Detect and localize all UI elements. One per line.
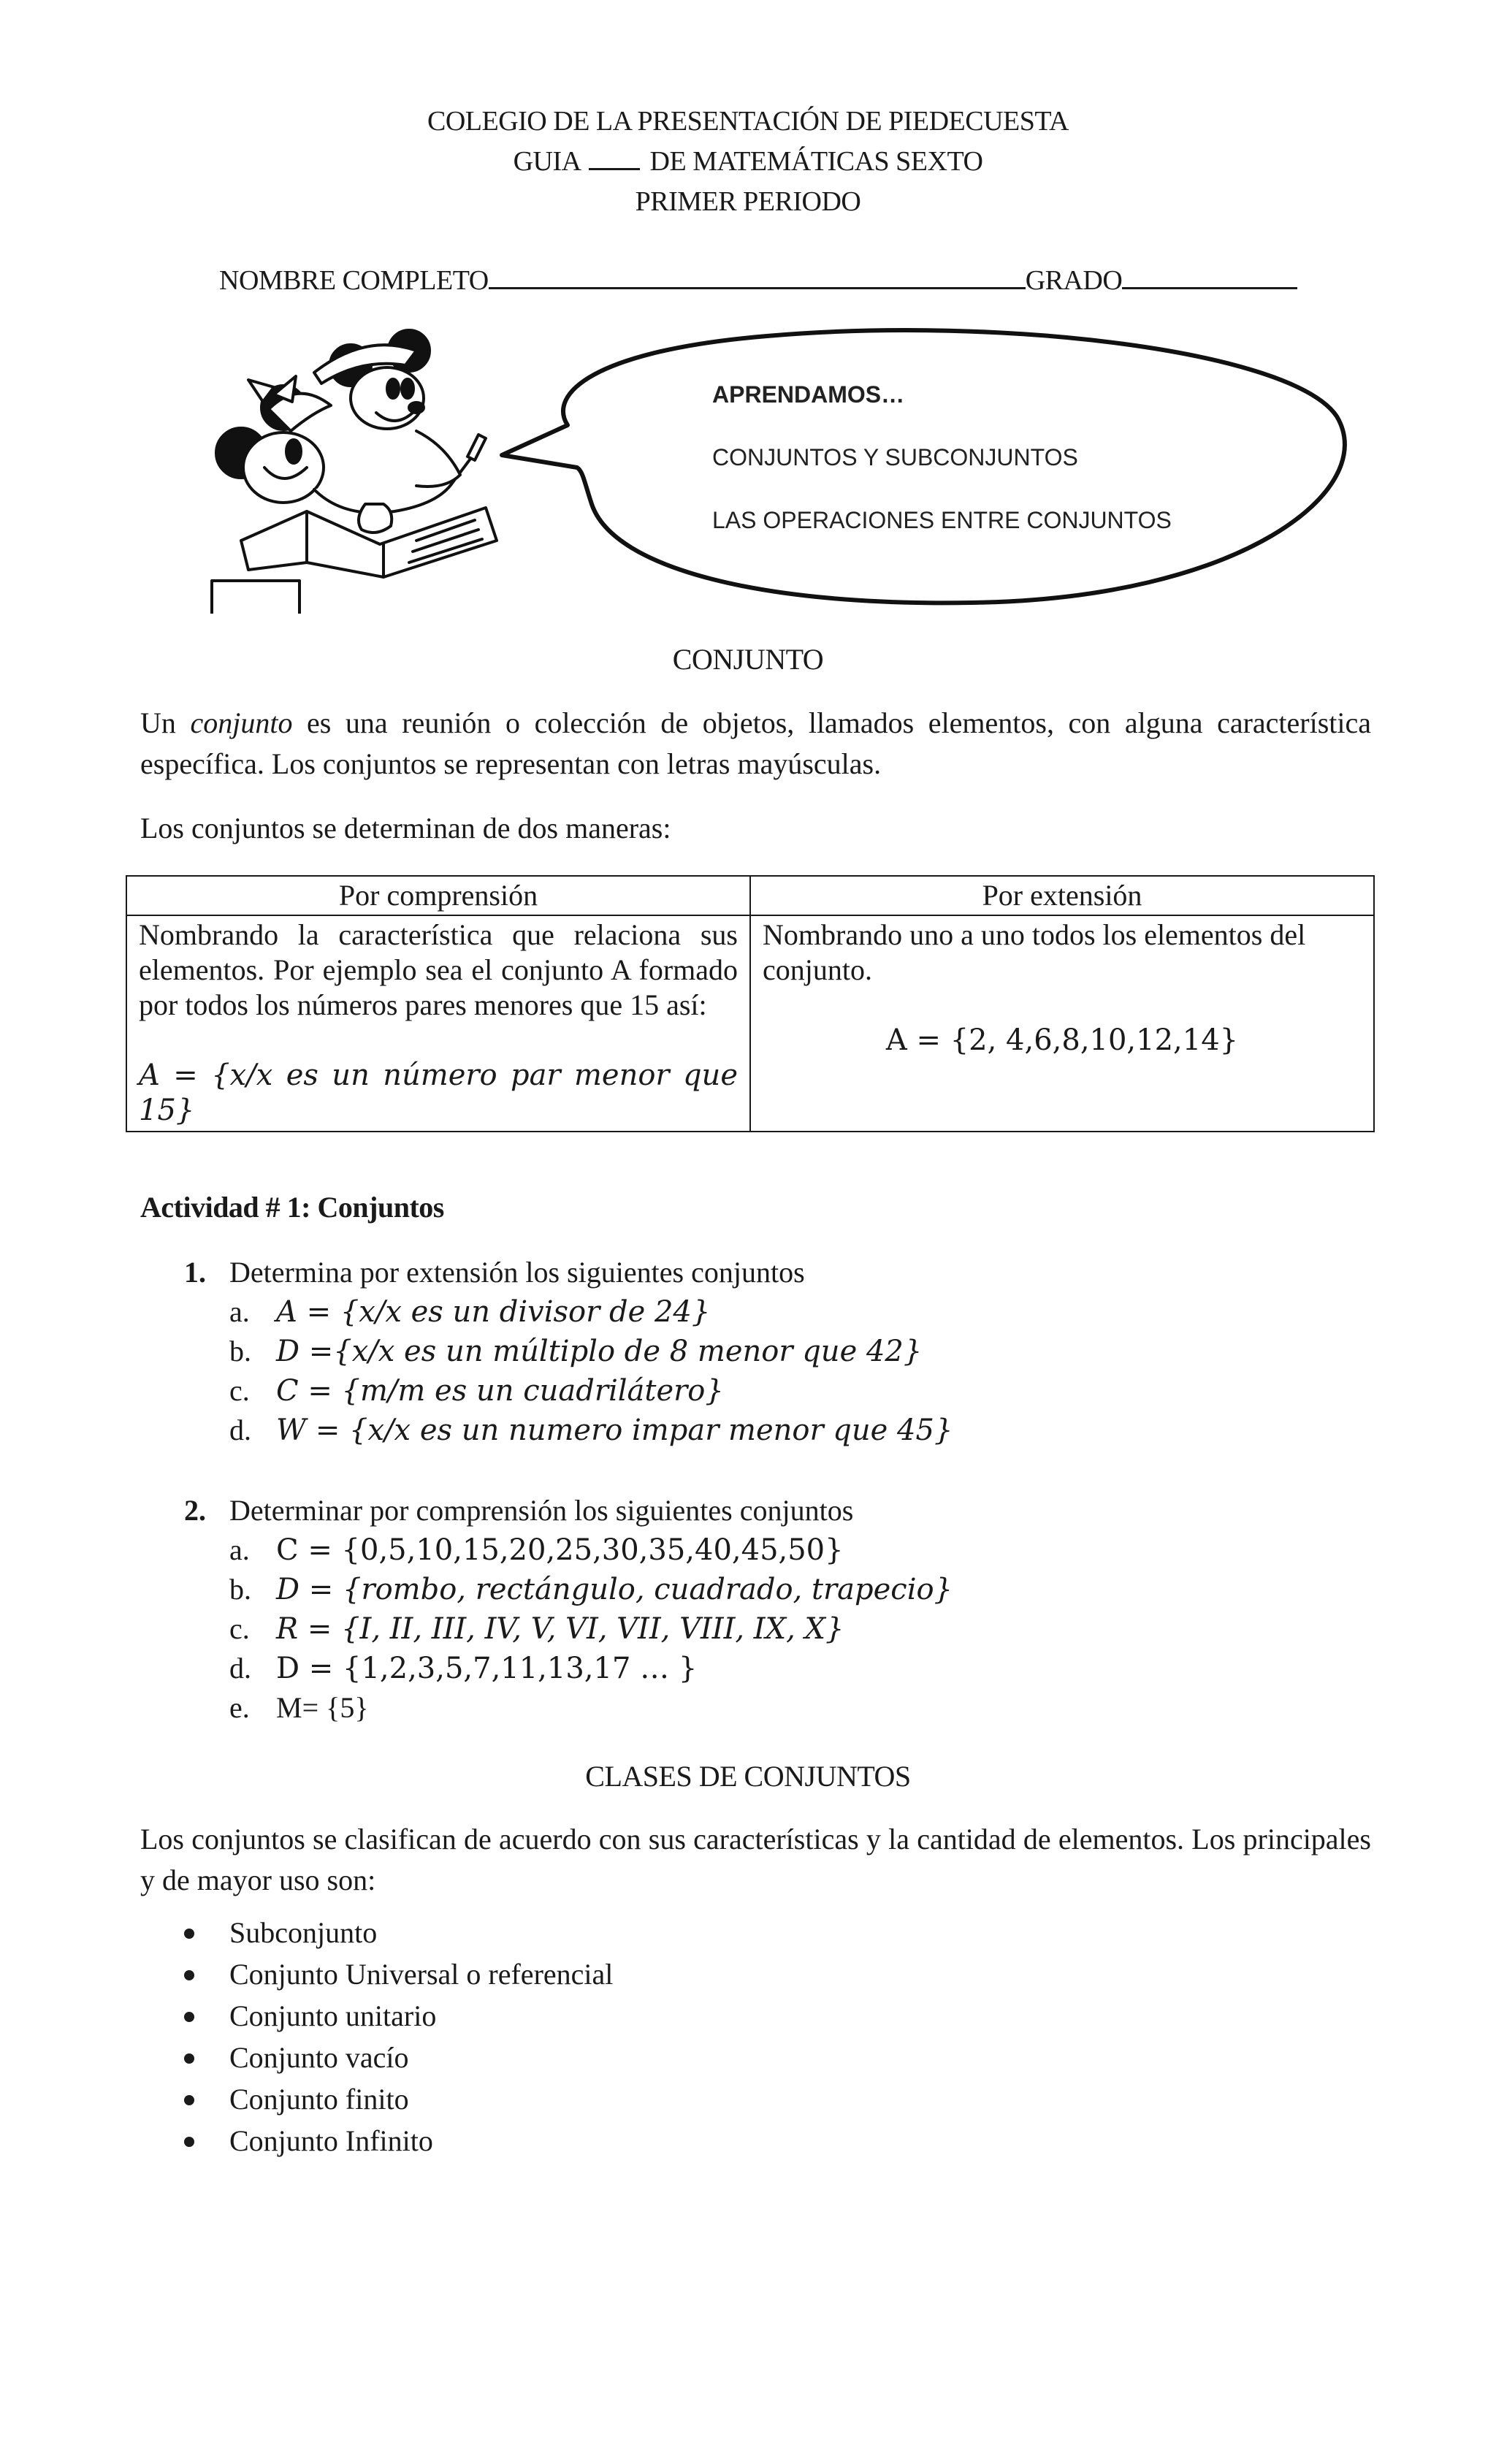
section-title-conjunto: CONJUNTO xyxy=(672,643,824,676)
grade-label: GRADO xyxy=(1025,265,1123,296)
q1-item-letter: c. xyxy=(229,1374,250,1407)
q2-item-letter: b. xyxy=(229,1573,251,1606)
determination-table xyxy=(126,875,1375,1132)
q2-item-expr: D = {rombo, rectángulo, cuadrado, trapecio} xyxy=(276,1573,953,1606)
q2-item-expr: D = {1,2,3,5,7,11,13,17 … } xyxy=(276,1652,698,1685)
bullet-icon xyxy=(184,2012,194,2022)
q1-item-expr: D ={x/x es un múltiplo de 8 menor que 42} xyxy=(276,1335,923,1368)
list-item: Conjunto unitario xyxy=(229,1999,437,2032)
list-item: Conjunto Universal o referencial xyxy=(229,1958,614,1991)
name-field-line[interactable] xyxy=(489,265,1026,289)
list-item: Conjunto finito xyxy=(229,2083,409,2116)
extension-text: Nombrando uno a uno todos los elementos del conjunto. xyxy=(763,918,1306,986)
grade-field-line[interactable] xyxy=(1122,265,1297,289)
q2-item-expr: R = {I, II, III, IV, V, VI, VII, VIII, IX, X} xyxy=(276,1612,844,1646)
comprehension-cell xyxy=(126,915,750,1132)
list-item: Conjunto Infinito xyxy=(229,2124,433,2157)
comprehension-text: Nombrando la característica que relaciona sus elementos. Por ejemplo sea el conjunto A formado por todos los números pares menores que 15 así: xyxy=(139,918,738,1021)
bullet-icon xyxy=(184,1929,194,1939)
period-title: PRIMER PERIODO xyxy=(635,186,861,217)
q1-item-letter: d. xyxy=(229,1414,251,1446)
question-2-text: Determinar por comprensión los siguientes conjuntos xyxy=(229,1494,854,1527)
q2-item-letter: e. xyxy=(229,1691,250,1724)
bullet-icon xyxy=(184,2137,194,2147)
definition-paragraph xyxy=(140,703,1371,785)
list-item: Subconjunto xyxy=(229,1916,378,1949)
table-header-extension: Por extensión xyxy=(750,876,1374,915)
question-1-text: Determina por extensión los siguientes conjuntos xyxy=(229,1256,805,1289)
bullet-icon xyxy=(184,2053,194,2064)
activity-title: Actividad # 1: Conjuntos xyxy=(140,1191,444,1224)
bullet-icon xyxy=(184,1970,194,1980)
guide-title xyxy=(0,141,1496,182)
q1-item-letter: b. xyxy=(229,1335,251,1368)
q1-item-letter: a. xyxy=(229,1295,250,1328)
cartoon-characters-illustration xyxy=(212,330,497,614)
list-item: Conjunto vacío xyxy=(229,2041,409,2074)
guide-subject: DE MATEMÁTICAS SEXTO xyxy=(649,146,983,177)
guide-number-blank[interactable] xyxy=(589,146,640,170)
clases-intro: Los conjuntos se clasifican de acuerdo con sus características y la cantidad de elementos. Los principales y de mayor uso son: xyxy=(140,1823,1371,1896)
ways-paragraph: Los conjuntos se determinan de dos maneras: xyxy=(140,812,671,844)
comprehension-formula: A = {x/x es un número par menor que 15} xyxy=(139,1059,738,1127)
name-label: NOMBRE COMPLETO xyxy=(219,265,489,296)
definition-pre: Un xyxy=(140,706,191,739)
school-name: COLEGIO DE LA PRESENTACIÓN DE PIEDECUESTA xyxy=(427,106,1069,137)
q2-item-letter: d. xyxy=(229,1652,251,1685)
q1-item-expr: W = {x/x es un numero impar menor que 45} xyxy=(276,1414,953,1447)
q2-item-letter: a. xyxy=(229,1533,250,1566)
table-row xyxy=(126,915,1374,1132)
table-header-row xyxy=(126,876,1374,915)
q1-item-expr: C = {m/m es un cuadrilátero} xyxy=(276,1374,724,1408)
bullet-icon xyxy=(184,2095,194,2105)
question-1-number: 1. xyxy=(184,1256,206,1289)
table-header-comprehension: Por comprensión xyxy=(126,876,750,915)
section-title-clases: CLASES DE CONJUNTOS xyxy=(585,1760,911,1793)
guide-prefix: GUIA xyxy=(513,146,581,177)
bubble-topic-1: CONJUNTOS Y SUBCONJUNTOS xyxy=(712,444,1078,470)
bubble-topic-2: LAS OPERACIONES ENTRE CONJUNTOS xyxy=(712,507,1172,533)
definition-emphasis: conjunto xyxy=(190,706,293,739)
extension-formula: A = {2, 4,6,8,10,12,14} xyxy=(885,1023,1239,1057)
question-2-number: 2. xyxy=(184,1494,206,1527)
q2-item-letter: c. xyxy=(229,1612,250,1645)
definition-post: es una reunión o colección de objetos, llamados elementos, con alguna característica específica. Los conjuntos se representan con letras mayúsculas. xyxy=(140,706,1372,780)
q2-item-expr: C = {0,5,10,15,20,25,30,35,40,45,50} xyxy=(276,1533,844,1567)
bubble-title: APRENDAMOS… xyxy=(712,381,905,408)
student-info-row xyxy=(219,260,1286,301)
q2-item-expr: M= {5} xyxy=(276,1691,369,1724)
q1-item-expr: A = {x/x es un divisor de 24} xyxy=(276,1295,711,1329)
extension-cell xyxy=(750,915,1374,1132)
